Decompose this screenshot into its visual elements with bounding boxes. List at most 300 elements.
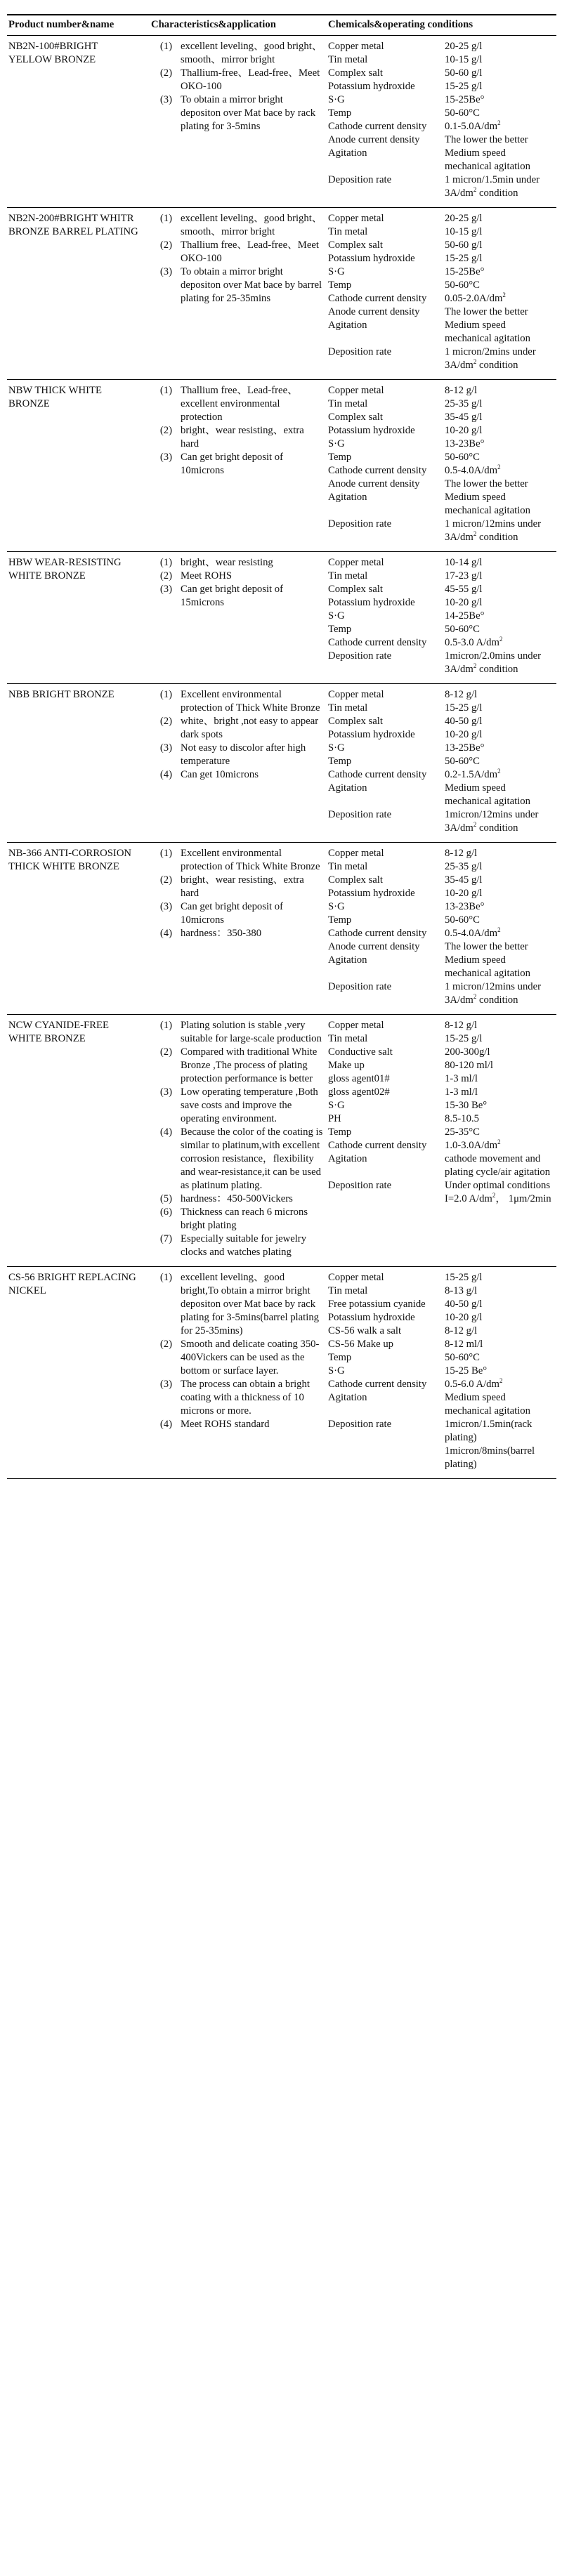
condition-name: Agitation [328, 782, 367, 794]
feature-item [151, 424, 324, 451]
condition-name: Copper metal [328, 1020, 384, 1031]
condition-name: Anode current density [328, 134, 420, 145]
feature-text: Excellent environmental protection of Thick White Bronze [181, 848, 320, 872]
condition-name: Cathode current density [328, 769, 427, 780]
condition-name: Temp [328, 107, 352, 119]
condition-row [328, 715, 554, 728]
condition-name: S·G [328, 94, 345, 105]
condition-row [328, 438, 554, 451]
condition-value: 10-15 g/l [445, 226, 483, 237]
condition-row [328, 1325, 554, 1338]
characteristics-cell [150, 552, 327, 684]
condition-value: 13-25Be° [445, 742, 485, 754]
condition-name: Free potassium cyanide [328, 1299, 426, 1310]
condition-name: Potassium hydroxide [328, 597, 415, 608]
condition-row [328, 887, 554, 900]
condition-name: Complex salt [328, 239, 383, 251]
condition-name: Copper metal [328, 1272, 384, 1283]
condition-value: 25-35 g/l [445, 861, 483, 872]
condition-value: $0.05-2.0A/dm^2$ [445, 291, 506, 304]
product-name: NB-366 ANTI-CORROSION THICK WHITE BRONZE [7, 843, 150, 1015]
condition-row [328, 464, 554, 478]
condition-value: 1micron/2.0mins under $3A/dm^2$ condition [445, 650, 542, 675]
feature-item [151, 265, 324, 305]
condition-row [328, 491, 554, 518]
condition-value: 1 micron/12mins under $3A/dm^2$ condition [445, 981, 542, 1006]
product-name: NB2N-200#BRIGHT WHITR BRONZE BARREL PLATING [7, 208, 150, 380]
feature-item [151, 900, 324, 927]
condition-name: gloss agent02# [328, 1086, 390, 1098]
feature-item [151, 451, 324, 478]
condition-row [328, 292, 554, 305]
condition-row [328, 782, 554, 808]
condition-value: 15-25Be° [445, 94, 485, 105]
feature-text: To obtain a mirror bright depositon over Mat bace by rack plating for 3-5mins [181, 94, 316, 132]
table-row [7, 684, 556, 843]
condition-row [328, 688, 554, 702]
condition-value: 20-25 g/l [445, 213, 483, 224]
feature-number: (2) [159, 67, 172, 79]
condition-value: 8-12 g/l [445, 385, 478, 396]
condition-row [328, 478, 554, 491]
condition-value: 25-35°C [445, 1126, 480, 1138]
feature-item [151, 1338, 324, 1378]
condition-row [328, 768, 554, 782]
feature-number: (4) [159, 769, 172, 780]
feature-text: Meet ROHS [181, 570, 233, 581]
conditions-cell [327, 380, 556, 552]
feature-text: bright、wear resisting、extra hard [181, 874, 304, 899]
condition-name: S·G [328, 1100, 345, 1111]
header-characteristics: Characteristics&application [150, 15, 327, 36]
condition-row [328, 636, 554, 650]
condition-value: 50-60 g/l [445, 239, 483, 251]
condition-name: Anode current density [328, 306, 420, 317]
feature-item [151, 1418, 324, 1431]
condition-value: 50-60°C [445, 107, 480, 119]
feature-text: Can get 10microns [181, 769, 259, 780]
condition-value: 10-20 g/l [445, 597, 483, 608]
condition-row [328, 384, 554, 397]
condition-name: Copper metal [328, 689, 384, 700]
condition-row [328, 53, 554, 67]
condition-value: 20-25 g/l [445, 41, 483, 52]
condition-value: 0.5-6.0 $A/dm^2$ [445, 1377, 503, 1390]
condition-row [328, 583, 554, 596]
condition-row [328, 1351, 554, 1365]
condition-row [328, 1112, 554, 1126]
characteristics-cell [150, 843, 327, 1015]
condition-name: Conductive salt [328, 1046, 393, 1058]
condition-row [328, 93, 554, 107]
condition-name: Tin metal [328, 1285, 368, 1296]
condition-value: 50-60°C [445, 914, 480, 926]
condition-value: 10-20 g/l [445, 1312, 483, 1323]
feature-item [151, 874, 324, 900]
feature-text: To obtain a mirror bright depositon over Mat bace by barrel plating for 25-35mins [181, 266, 322, 304]
condition-name: S·G [328, 438, 345, 449]
feature-item [151, 1192, 324, 1206]
condition-row [328, 1099, 554, 1112]
condition-value: The lower the better [445, 134, 528, 145]
condition-name: S·G [328, 610, 345, 622]
feature-item [151, 1233, 324, 1259]
condition-row [328, 1032, 554, 1046]
feature-item [151, 1378, 324, 1418]
condition-value: $0.5-4.0A/dm^2$ [445, 926, 501, 939]
condition-row [328, 570, 554, 583]
feature-number: (6) [159, 1207, 172, 1218]
condition-name: Deposition rate [328, 809, 392, 820]
feature-number: (3) [159, 901, 172, 912]
condition-row [328, 728, 554, 742]
condition-name: Tin metal [328, 398, 368, 409]
condition-name: Potassium hydroxide [328, 888, 415, 899]
header-product: Product number&name [7, 15, 150, 36]
condition-name: Temp [328, 1126, 352, 1138]
condition-value: 8.5-10.5 [445, 1113, 479, 1124]
condition-value: 45-55 g/l [445, 584, 483, 595]
condition-name: Temp [328, 452, 352, 463]
feature-text: Meet ROHS standard [181, 1419, 270, 1430]
condition-value: 15-25 g/l [445, 81, 483, 92]
feature-item [151, 239, 324, 265]
condition-row [328, 1271, 554, 1284]
condition-value: 1 micron/2mins under $3A/dm^2$ condition [445, 346, 536, 371]
superscript: 2 [473, 358, 477, 366]
feature-list [151, 40, 324, 133]
characteristics-cell [150, 1267, 327, 1479]
feature-number: (4) [159, 1126, 172, 1138]
conditions-cell [327, 843, 556, 1015]
product-name: HBW WEAR-RESISTING WHITE BRONZE [7, 552, 150, 684]
condition-value: 15-25 Be° [445, 1365, 488, 1376]
condition-name: Copper metal [328, 213, 384, 224]
feature-text: white、bright ,not easy to appear dark spots [181, 716, 319, 740]
condition-row [328, 702, 554, 715]
condition-value: 0.5-3.0 $A/dm^2$ [445, 636, 503, 648]
condition-value: 1micron/1.5min(rack plating) 1micron/8mins(barrel plating) [445, 1419, 535, 1470]
condition-row [328, 305, 554, 319]
feature-text: Because the color of the coating is similar to platinum,with excellent corrosion resistance，flexibility and wear-resistance,it can be used as platinum plating. [181, 1126, 323, 1191]
condition-value: 15-25 g/l [445, 1272, 483, 1283]
conditions-cell [327, 1015, 556, 1267]
condition-row [328, 1152, 554, 1179]
superscript: 2 [473, 662, 477, 670]
condition-value: Medium speed mechanical agitation [445, 782, 530, 807]
feature-item [151, 40, 324, 67]
condition-name: Deposition rate [328, 1419, 392, 1430]
condition-value: Medium speed mechanical agitation [445, 954, 530, 979]
feature-text: Thickness can reach 6 microns bright plating [181, 1207, 308, 1231]
conditions-cell [327, 208, 556, 380]
feature-number: (2) [159, 874, 172, 886]
condition-name: Anode current density [328, 941, 420, 952]
condition-row [328, 1284, 554, 1298]
feature-list [151, 212, 324, 305]
condition-row [328, 1086, 554, 1099]
table-row [7, 36, 556, 208]
feature-text: Thallium free、Lead-free、excellent environmental protection [181, 385, 298, 423]
condition-row [328, 900, 554, 914]
superscript: 2 [502, 291, 506, 299]
condition-row [328, 1019, 554, 1032]
feature-list [151, 847, 324, 940]
condition-row [328, 411, 554, 424]
condition-name: Agitation [328, 492, 367, 503]
condition-value: 8-13 g/l [445, 1285, 478, 1296]
condition-value: 15-25 g/l [445, 253, 483, 264]
condition-name: Agitation [328, 320, 367, 331]
condition-name: Complex salt [328, 67, 383, 79]
condition-row [328, 1126, 554, 1139]
table-body [7, 36, 556, 1479]
superscript: 2 [473, 186, 477, 194]
conditions-cell [327, 552, 556, 684]
conditions-cell [327, 36, 556, 208]
condition-value: 10-20 g/l [445, 729, 483, 740]
condition-name: Cathode current density [328, 293, 427, 304]
condition-name: gloss agent01# [328, 1073, 390, 1084]
feature-number: (1) [159, 41, 172, 52]
condition-value: The lower the better [445, 306, 528, 317]
condition-value: 50-60°C [445, 756, 480, 767]
characteristics-cell [150, 36, 327, 208]
condition-value: $0.2-1.5A/dm^2$ [445, 768, 501, 780]
superscript: 2 [473, 821, 477, 829]
condition-name: Agitation [328, 954, 367, 966]
condition-value: 15-25 g/l [445, 702, 483, 714]
table-row [7, 843, 556, 1015]
condition-name: Cathode current density [328, 637, 427, 648]
feature-number: (1) [159, 689, 172, 700]
feature-item [151, 583, 324, 610]
condition-value: 40-50 g/l [445, 716, 483, 727]
characteristics-cell [150, 208, 327, 380]
feature-text: Low operating temperature ,Both save costs and improve the operating environment. [181, 1086, 318, 1124]
feature-number: (2) [159, 570, 172, 581]
condition-value: 10-15 g/l [445, 54, 483, 65]
superscript: 2 [499, 1377, 503, 1385]
condition-value: 1 micron/12mins under $3A/dm^2$ condition [445, 518, 542, 543]
condition-row [328, 133, 554, 147]
condition-name: CS-56 Make up [328, 1339, 394, 1350]
condition-value: 8-12 ml/l [445, 1339, 483, 1350]
condition-value: 1 micron/1.5min under $3A/dm^2$ condition [445, 174, 540, 199]
condition-name: S·G [328, 742, 345, 754]
feature-number: (1) [159, 385, 172, 396]
table-row [7, 552, 556, 684]
feature-text: Smooth and delicate coating 350-400Vickers can be used as the bottom or surface layer. [181, 1339, 320, 1376]
condition-value: Medium speed mechanical agitation [445, 147, 530, 172]
condition-value: The lower the better [445, 941, 528, 952]
condition-name: Tin metal [328, 54, 368, 65]
condition-row [328, 940, 554, 954]
superscript: 2 [473, 993, 477, 1001]
condition-row [328, 40, 554, 53]
condition-name: PH [328, 1113, 341, 1124]
feature-item [151, 1019, 324, 1046]
characteristics-cell [150, 684, 327, 843]
condition-row [328, 596, 554, 610]
table-row [7, 380, 556, 552]
feature-item [151, 1086, 324, 1126]
condition-name: Cathode current density [328, 1140, 427, 1151]
condition-row [328, 1418, 554, 1471]
characteristics-cell [150, 380, 327, 552]
condition-row [328, 252, 554, 265]
condition-value: 8-12 g/l [445, 848, 478, 859]
condition-value: 8-12 g/l [445, 1020, 478, 1031]
condition-row [328, 1311, 554, 1325]
feature-number: (7) [159, 1233, 172, 1244]
condition-value: 200-300g/l [445, 1046, 490, 1058]
feature-number: (3) [159, 742, 172, 754]
superscript: 2 [497, 768, 501, 775]
feature-text: Excellent environmental protection of Thick White Bronze [181, 689, 320, 714]
feature-number: (1) [159, 848, 172, 859]
condition-name: Complex salt [328, 716, 383, 727]
condition-value: 8-12 g/l [445, 1325, 478, 1336]
feature-number: (3) [159, 584, 172, 595]
product-name: NBB BRIGHT BRONZE [7, 684, 150, 843]
condition-row [328, 1059, 554, 1072]
product-name: NCW CYANIDE-FREE WHITE BRONZE [7, 1015, 150, 1267]
condition-name: Potassium hydroxide [328, 1312, 415, 1323]
condition-name: Temp [328, 756, 352, 767]
feature-text: Thallium free、Lead-free、Meet OKO-100 [181, 239, 319, 264]
feature-number: (3) [159, 1086, 172, 1098]
feature-item [151, 688, 324, 715]
condition-name: S·G [328, 266, 345, 277]
condition-row [328, 147, 554, 173]
feature-text: hardness：350-380 [181, 928, 262, 939]
condition-name: Deposition rate [328, 1180, 392, 1191]
condition-name: Agitation [328, 147, 367, 159]
feature-text: Not easy to discolor after high temperature [181, 742, 306, 767]
condition-name: Copper metal [328, 41, 384, 52]
condition-name: Deposition rate [328, 981, 392, 992]
condition-name: S·G [328, 901, 345, 912]
condition-value: $0.1-5.0A/dm^2$ [445, 119, 501, 132]
condition-name: Potassium hydroxide [328, 253, 415, 264]
feature-number: (1) [159, 213, 172, 224]
condition-value: 1-3 ml/l [445, 1086, 478, 1098]
feature-text: Especially suitable for jewelry clocks and watches plating [181, 1233, 307, 1258]
condition-row [328, 980, 554, 1007]
condition-name: Deposition rate [328, 346, 392, 357]
superscript: 2 [497, 1138, 501, 1146]
product-name: NB2N-100#BRIGHT YELLOW BRONZE [7, 36, 150, 208]
feature-list [151, 1271, 324, 1431]
feature-text: Plating solution is stable ,very suitable for large-scale production [181, 1020, 322, 1044]
condition-row [328, 424, 554, 438]
condition-row [328, 518, 554, 544]
condition-row [328, 650, 554, 676]
feature-text: excellent leveling、good bright、smooth、mirror bright [181, 213, 322, 237]
condition-row [328, 212, 554, 225]
condition-name: Copper metal [328, 848, 384, 859]
condition-row [328, 1298, 554, 1311]
condition-name: Tin metal [328, 226, 368, 237]
feature-number: (2) [159, 1046, 172, 1058]
feature-item [151, 1206, 324, 1233]
condition-name: Make up [328, 1060, 365, 1071]
condition-row [328, 279, 554, 292]
feature-number: (1) [159, 1272, 172, 1283]
condition-value: 50-60°C [445, 452, 480, 463]
table-row [7, 1015, 556, 1267]
condition-name: Tin metal [328, 1033, 368, 1044]
condition-row [328, 225, 554, 239]
condition-name: Temp [328, 1352, 352, 1363]
condition-row [328, 1046, 554, 1059]
condition-value: 1micron/12mins under $3A/dm^2$ condition [445, 809, 539, 834]
conditions-cell [327, 684, 556, 843]
condition-value: 13-23Be° [445, 901, 485, 912]
condition-row [328, 954, 554, 980]
condition-value: $1.0-3.0A/dm^2$ [445, 1138, 501, 1151]
condition-name: Cathode current density [328, 121, 427, 132]
superscript: 2 [473, 530, 477, 538]
condition-value: 40-50 g/l [445, 1299, 483, 1310]
feature-item [151, 742, 324, 768]
condition-row [328, 120, 554, 133]
condition-name: Deposition rate [328, 650, 392, 662]
feature-item [151, 847, 324, 874]
product-name: NBW THICK WHITE BRONZE [7, 380, 150, 552]
feature-item [151, 1046, 324, 1086]
condition-value: 13-23Be° [445, 438, 485, 449]
condition-row [328, 556, 554, 570]
condition-row [328, 874, 554, 887]
condition-row [328, 265, 554, 279]
feature-item [151, 927, 324, 940]
condition-value: Medium speed mechanical agitation [445, 1392, 530, 1417]
condition-value: The lower the better [445, 478, 528, 489]
condition-value: 8-12 g/l [445, 689, 478, 700]
condition-value: 35-45 g/l [445, 874, 483, 886]
feature-text: bright、wear resisting [181, 557, 273, 568]
condition-row [328, 1391, 554, 1418]
superscript: 2 [497, 926, 501, 934]
condition-row [328, 610, 554, 623]
condition-value: 80-120 ml/l [445, 1060, 493, 1071]
feature-text: Can get bright deposit of 15microns [181, 584, 284, 608]
condition-row [328, 319, 554, 346]
characteristics-cell [150, 1015, 327, 1267]
feature-text: Can get bright deposit of 10microns [181, 901, 284, 926]
condition-row [328, 80, 554, 93]
product-spec-table [7, 14, 556, 1479]
condition-name: Temp [328, 280, 352, 291]
condition-name: CS-56 walk a salt [328, 1325, 402, 1336]
condition-row [328, 397, 554, 411]
condition-row [328, 67, 554, 80]
condition-value: Under optimal conditions I=2.0 $A/dm^2$， 1μm/2min [445, 1180, 551, 1204]
condition-name: Cathode current density [328, 465, 427, 476]
condition-name: Complex salt [328, 412, 383, 423]
feature-number: (2) [159, 239, 172, 251]
feature-number: (2) [159, 425, 172, 436]
condition-value: 50-60 g/l [445, 67, 483, 79]
condition-row [328, 742, 554, 755]
condition-row [328, 847, 554, 860]
condition-value: 15-25Be° [445, 266, 485, 277]
condition-row [328, 623, 554, 636]
condition-name: Deposition rate [328, 174, 392, 185]
condition-value: cathode movement and plating cycle/air agitation [445, 1153, 551, 1178]
